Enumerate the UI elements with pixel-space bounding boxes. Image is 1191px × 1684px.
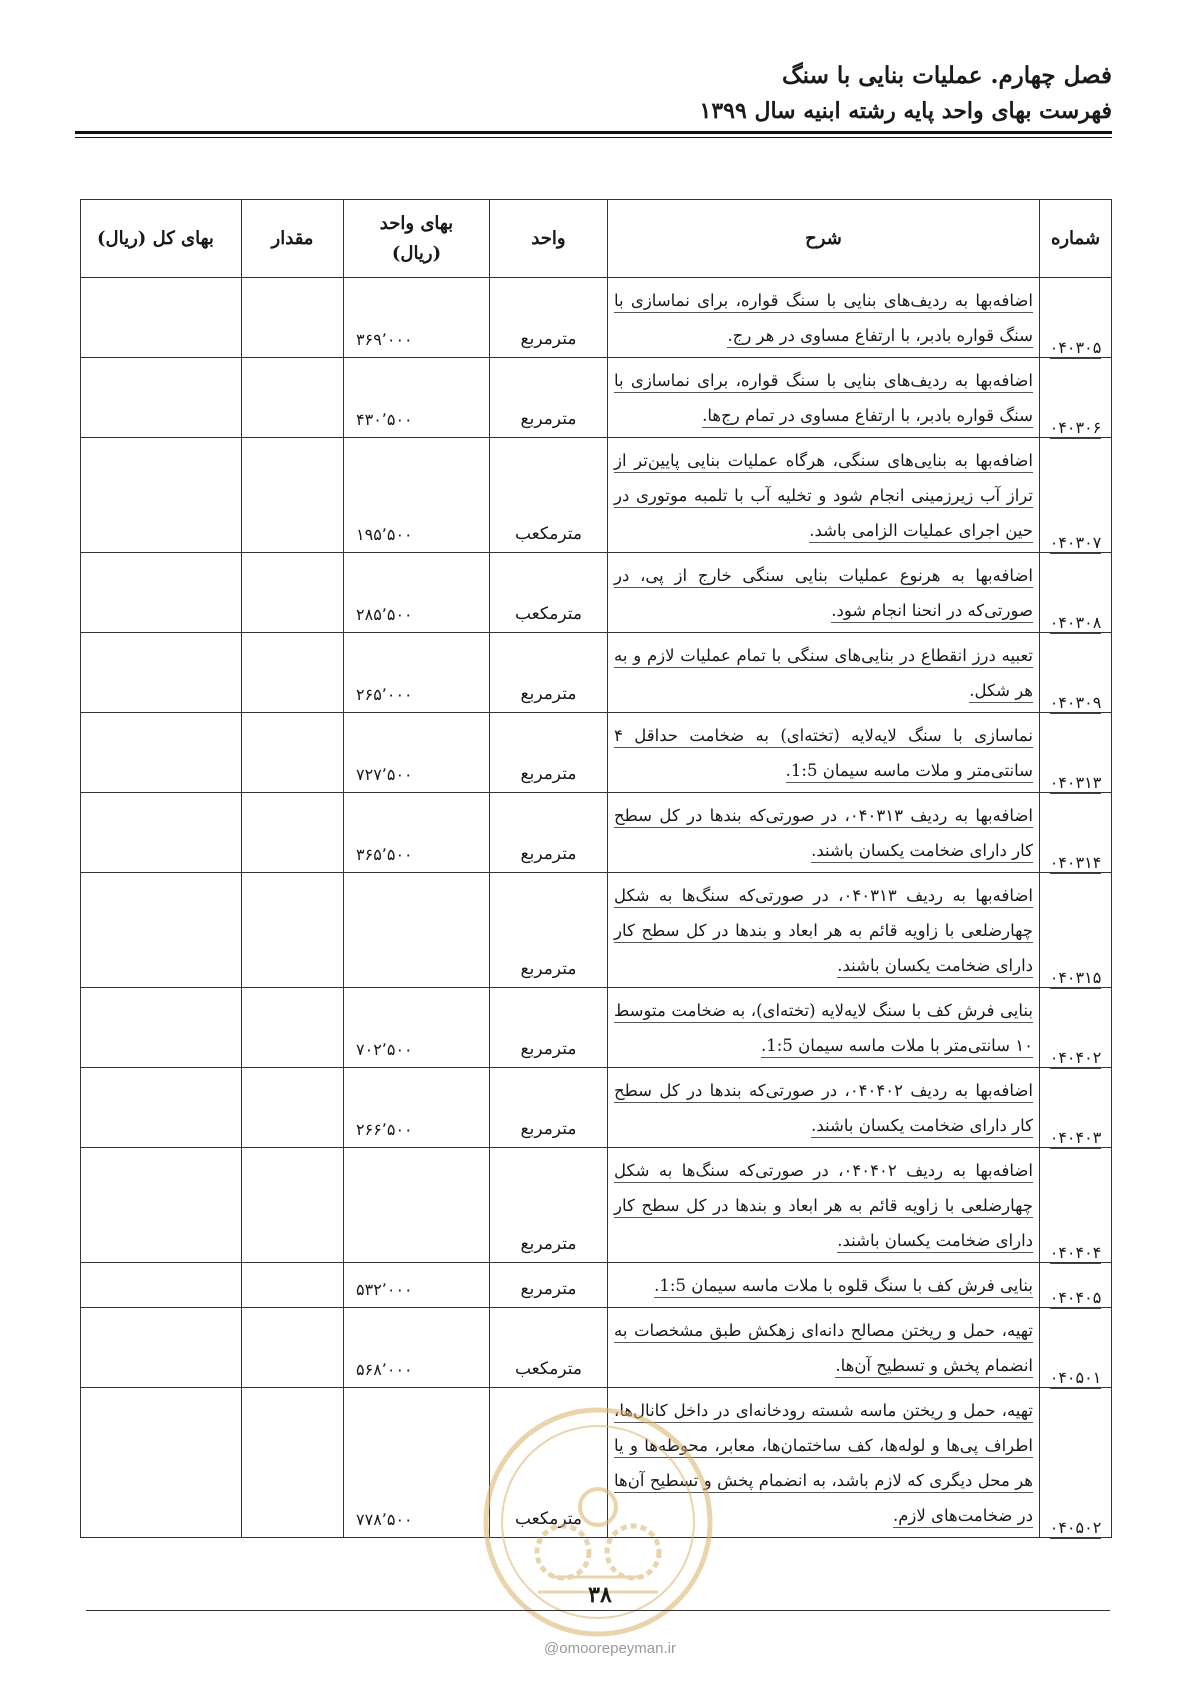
row-description-cell: [608, 1068, 1040, 1148]
row-unit: مترمربع: [490, 713, 608, 793]
row-total: [81, 713, 242, 793]
row-code-cell: [1040, 278, 1112, 358]
row-unit: مترمربع: [490, 1148, 608, 1263]
price-table: [80, 199, 1112, 1538]
row-quantity: [242, 988, 344, 1068]
row-unit: مترمکعب: [490, 1308, 608, 1388]
row-unit-price: [344, 1148, 490, 1263]
row-unit: مترمربع: [490, 358, 608, 438]
row-description: اضافه‌بها به ردیف ۰۴۰۳۱۳، در صورتی‌که سنگ‌ها به شکل چهارضلعی با زاویه قائم به هر ابعاد و بندها در کل سطح کار دارای ضخامت یکسان باشند.: [614, 886, 1033, 978]
row-unit-price: ۲۶۵٬۰۰۰: [344, 633, 490, 713]
row-quantity: [242, 1068, 344, 1148]
row-description: بنایی فرش کف با سنگ لایه‌لایه (تخته‌ای)، به ضخامت متوسط ۱۰ سانتی‌متر با ملات ماسه سیمان 1:5.: [614, 1001, 1033, 1058]
footer-rule: [86, 1610, 1110, 1611]
row-unit-price: ۳۶۹٬۰۰۰: [344, 278, 490, 358]
row-quantity: [242, 713, 344, 793]
row-code: ۰۴۰۴۰۵: [1049, 1288, 1102, 1307]
col-header-unit-price: [344, 200, 490, 278]
table-row: [81, 793, 1112, 873]
row-total: [81, 793, 242, 873]
row-code: ۰۴۰۳۱۴: [1049, 853, 1102, 872]
row-total: [81, 988, 242, 1068]
table-row: [81, 1388, 1112, 1538]
row-code-cell: [1040, 438, 1112, 553]
col-header-quantity: مقدار: [242, 200, 344, 278]
row-description-cell: [608, 553, 1040, 633]
row-total: [81, 1308, 242, 1388]
row-total: [81, 873, 242, 988]
header-rule-thick: [75, 131, 1112, 134]
row-quantity: [242, 1263, 344, 1308]
table-row: [81, 1068, 1112, 1148]
row-unit: مترمربع: [490, 1263, 608, 1308]
row-code: ۰۴۰۳۱۳: [1049, 773, 1102, 792]
row-unit: مترمکعب: [490, 1388, 608, 1538]
page-header: [76, 58, 1112, 128]
row-total: [81, 1263, 242, 1308]
row-quantity: [242, 793, 344, 873]
table-row: [81, 633, 1112, 713]
row-code: ۰۴۰۳۰۷: [1049, 533, 1102, 552]
row-total: [81, 278, 242, 358]
row-code: ۰۴۰۵۰۱: [1049, 1368, 1102, 1387]
row-description: اضافه‌بها به ردیف ۰۴۰۳۱۳، در صورتی‌که بندها در کل سطح کار دارای ضخامت یکسان باشند.: [614, 806, 1033, 863]
row-unit-price: ۵۳۲٬۰۰۰: [344, 1263, 490, 1308]
row-unit: مترمربع: [490, 278, 608, 358]
row-code: ۰۴۰۳۰۸: [1049, 613, 1102, 632]
row-code: ۰۴۰۴۰۲: [1049, 1048, 1102, 1067]
row-unit: مترمکعب: [490, 438, 608, 553]
row-quantity: [242, 278, 344, 358]
row-quantity: [242, 1388, 344, 1538]
row-unit-price: ۲۶۶٬۵۰۰: [344, 1068, 490, 1148]
col-header-total: بهای کل (ریال): [81, 200, 242, 278]
unit-price-header-line2: (ریال): [391, 242, 442, 264]
table-row: [81, 278, 1112, 358]
row-code-cell: [1040, 553, 1112, 633]
row-description: اضافه‌بها به هرنوع عملیات بنایی سنگی خارج از پی، در صورتی‌که در انحنا انجام شود.: [614, 566, 1033, 623]
unit-price-header-line1: بهای واحد: [379, 212, 454, 234]
row-quantity: [242, 1148, 344, 1263]
table-row: [81, 988, 1112, 1068]
row-code-cell: [1040, 1388, 1112, 1538]
row-code-cell: [1040, 988, 1112, 1068]
col-header-number: شماره: [1040, 200, 1112, 278]
row-description-cell: [608, 278, 1040, 358]
row-total: [81, 553, 242, 633]
row-description-cell: [608, 793, 1040, 873]
row-description-cell: [608, 633, 1040, 713]
row-description: نماسازی با سنگ لایه‌لایه (تخته‌ای) به ضخامت حداقل ۴ سانتی‌متر و ملات ماسه سیمان 1:5.: [614, 726, 1033, 783]
row-total: [81, 358, 242, 438]
row-unit-price: ۱۹۵٬۵۰۰: [344, 438, 490, 553]
row-quantity: [242, 633, 344, 713]
row-description: اضافه‌بها به ردیف ۰۴۰۴۰۲، در صورتی‌که سنگ‌ها به شکل چهارضلعی با زاویه قائم به هر ابعاد و بندها در کل سطح کار دارای ضخامت یکسان باشند.: [614, 1161, 1033, 1253]
col-header-unit: واحد: [490, 200, 608, 278]
table-row: [81, 553, 1112, 633]
row-total: [81, 633, 242, 713]
row-unit-price: ۷۷۸٬۵۰۰: [344, 1388, 490, 1538]
row-unit: مترمربع: [490, 873, 608, 988]
row-description: اضافه‌بها به بنایی‌های سنگی، هرگاه عملیات بنایی پایین‌تر از تراز آب زیرزمینی انجام شود و تخلیه آب با تلمبه موتوری در حین اجرای عملیات الزامی باشد.: [614, 451, 1033, 543]
row-code-cell: [1040, 1308, 1112, 1388]
row-unit: مترمربع: [490, 988, 608, 1068]
table-row: [81, 358, 1112, 438]
row-unit-price: ۵۶۸٬۰۰۰: [344, 1308, 490, 1388]
row-unit-price: ۴۳۰٬۵۰۰: [344, 358, 490, 438]
row-description: اضافه‌بها به ردیف ۰۴۰۴۰۲، در صورتی‌که بندها در کل سطح کار دارای ضخامت یکسان باشند.: [614, 1081, 1033, 1138]
row-description-cell: [608, 713, 1040, 793]
row-description-cell: [608, 1263, 1040, 1308]
row-quantity: [242, 873, 344, 988]
row-unit: مترمربع: [490, 793, 608, 873]
table-header-row: [81, 200, 1112, 278]
chapter-title: فصل چهارم. عملیات بنایی با سنگ: [782, 62, 1112, 89]
row-description: اضافه‌بها به ردیف‌های بنایی با سنگ قواره، برای نماسازی با سنگ قواره بادبر، با ارتفاع مساوی در هر رج.: [614, 291, 1033, 348]
header-rule-thin: [75, 137, 1112, 138]
row-quantity: [242, 1308, 344, 1388]
row-total: [81, 1388, 242, 1538]
row-total: [81, 1068, 242, 1148]
table-row: [81, 1308, 1112, 1388]
row-code: ۰۴۰۳۰۶: [1049, 418, 1102, 437]
row-description-cell: [608, 1308, 1040, 1388]
row-code-cell: [1040, 633, 1112, 713]
row-code: ۰۴۰۳۰۹: [1049, 693, 1102, 712]
row-code: ۰۴۰۳۱۵: [1049, 968, 1102, 987]
row-unit: مترمربع: [490, 1068, 608, 1148]
col-header-description: شرح: [608, 200, 1040, 278]
table-row: [81, 1263, 1112, 1308]
site-watermark: @omoorepeyman.ir: [544, 1640, 676, 1657]
row-quantity: [242, 553, 344, 633]
row-total: [81, 1148, 242, 1263]
row-description: تهیه، حمل و ریختن ماسه شسته رودخانه‌ای در داخل کانال‌ها، اطراف پی‌ها و لوله‌ها، کف ساختمان‌ها، معابر، محوطه‌ها و یا هر محل دیگری که لازم باشد، به انضمام پخش و تسطیح آن‌ها در ضخامت‌های لازم.: [614, 1401, 1033, 1528]
row-description: تعبیه درز انقطاع در بنایی‌های سنگی با تمام عملیات لازم و به هر شکل.: [614, 646, 1033, 703]
price-list-title: فهرست بهای واحد پایه رشته ابنیه سال ۱۳۹۹: [699, 98, 1112, 124]
table-row: [81, 713, 1112, 793]
row-description-cell: [608, 1148, 1040, 1263]
row-unit-price: ۲۸۵٬۵۰۰: [344, 553, 490, 633]
row-code: ۰۴۰۵۰۲: [1049, 1518, 1102, 1537]
row-code-cell: [1040, 793, 1112, 873]
row-total: [81, 438, 242, 553]
row-code: ۰۴۰۴۰۴: [1049, 1243, 1102, 1262]
row-description: اضافه‌بها به ردیف‌های بنایی با سنگ قواره، برای نماسازی با سنگ قواره بادبر، با ارتفاع مساوی در تمام رج‌ها.: [614, 371, 1033, 428]
row-code-cell: [1040, 873, 1112, 988]
row-unit: مترمکعب: [490, 553, 608, 633]
table-row: [81, 1148, 1112, 1263]
row-code-cell: [1040, 358, 1112, 438]
row-unit-price: ۷۲۷٬۵۰۰: [344, 713, 490, 793]
row-description-cell: [608, 873, 1040, 988]
row-code-cell: [1040, 1068, 1112, 1148]
row-code-cell: [1040, 1263, 1112, 1308]
row-description-cell: [608, 358, 1040, 438]
row-unit-price: [344, 873, 490, 988]
row-quantity: [242, 438, 344, 553]
row-code-cell: [1040, 713, 1112, 793]
row-code-cell: [1040, 1148, 1112, 1263]
row-unit: مترمربع: [490, 633, 608, 713]
row-description-cell: [608, 1388, 1040, 1538]
row-description-cell: [608, 438, 1040, 553]
page-number: ۳۸: [588, 1582, 612, 1608]
table-row: [81, 438, 1112, 553]
table-row: [81, 873, 1112, 988]
row-description-cell: [608, 988, 1040, 1068]
row-code: ۰۴۰۴۰۳: [1049, 1128, 1102, 1147]
row-unit-price: ۳۶۵٬۵۰۰: [344, 793, 490, 873]
row-description: بنایی فرش کف با سنگ قلوه با ملات ماسه سیمان 1:5.: [654, 1276, 1033, 1298]
row-code: ۰۴۰۳۰۵: [1049, 338, 1102, 357]
row-description: تهیه، حمل و ریختن مصالح دانه‌ای زهکش طبق مشخصات به انضمام پخش و تسطیح آن‌ها.: [614, 1321, 1033, 1378]
row-quantity: [242, 358, 344, 438]
row-unit-price: ۷۰۲٬۵۰۰: [344, 988, 490, 1068]
